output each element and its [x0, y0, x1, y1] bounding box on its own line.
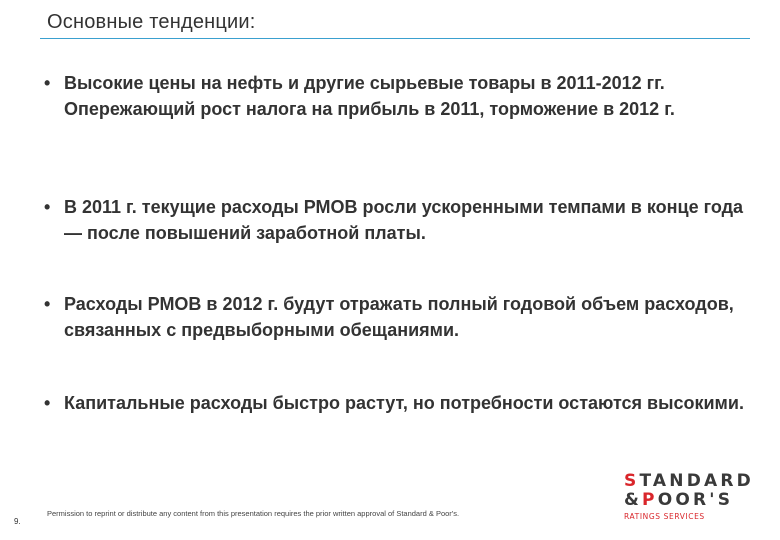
bullet-text: Высокие цены на нефть и другие сырьевые товары в 2011-2012 гг. Опережающий рост налога на прибыль в 2011, торможение в 2012 г. [64, 73, 675, 119]
page-number: 9. [14, 517, 21, 526]
bullet-dot: • [44, 197, 51, 217]
bullet-item [44, 390, 744, 416]
logo-letter-s: S [624, 471, 640, 491]
logo-word-oors: OOR'S [657, 490, 734, 510]
bullet-item [44, 291, 744, 343]
logo-line-poors [624, 491, 754, 510]
logo-ampersand: & [624, 490, 643, 510]
bullet-dot: • [44, 294, 51, 314]
logo-letter-p: P [642, 490, 658, 510]
logo-line-standard [624, 472, 754, 491]
logo-subtitle: RATINGS SERVICES [624, 512, 705, 521]
bullet-text: Расходы РМОВ в 2012 г. будут отражать полный годовой объем расходов, связанных с предвыборными обещаниями. [64, 294, 734, 340]
copyright-disclaimer: Permission to reprint or distribute any content from this presentation requires the prior written approval of Standard & Poor's. [47, 509, 460, 518]
logo-word-tandard: TANDARD [639, 471, 754, 491]
bullet-item [44, 194, 744, 246]
bullet-dot: • [44, 73, 51, 93]
bullet-text: В 2011 г. текущие расходы РМОВ росли ускоренными темпами в конце года — после повышений заработной платы. [64, 197, 744, 243]
bullet-dot: • [44, 393, 51, 413]
bullet-text: Капитальные расходы быстро растут, но потребности остаются высокими. [64, 393, 744, 413]
bullet-item [44, 70, 744, 122]
slide-title: Основные тенденции: [47, 11, 256, 33]
sp-ratings-logo [624, 472, 754, 521]
title-underline [40, 38, 750, 39]
